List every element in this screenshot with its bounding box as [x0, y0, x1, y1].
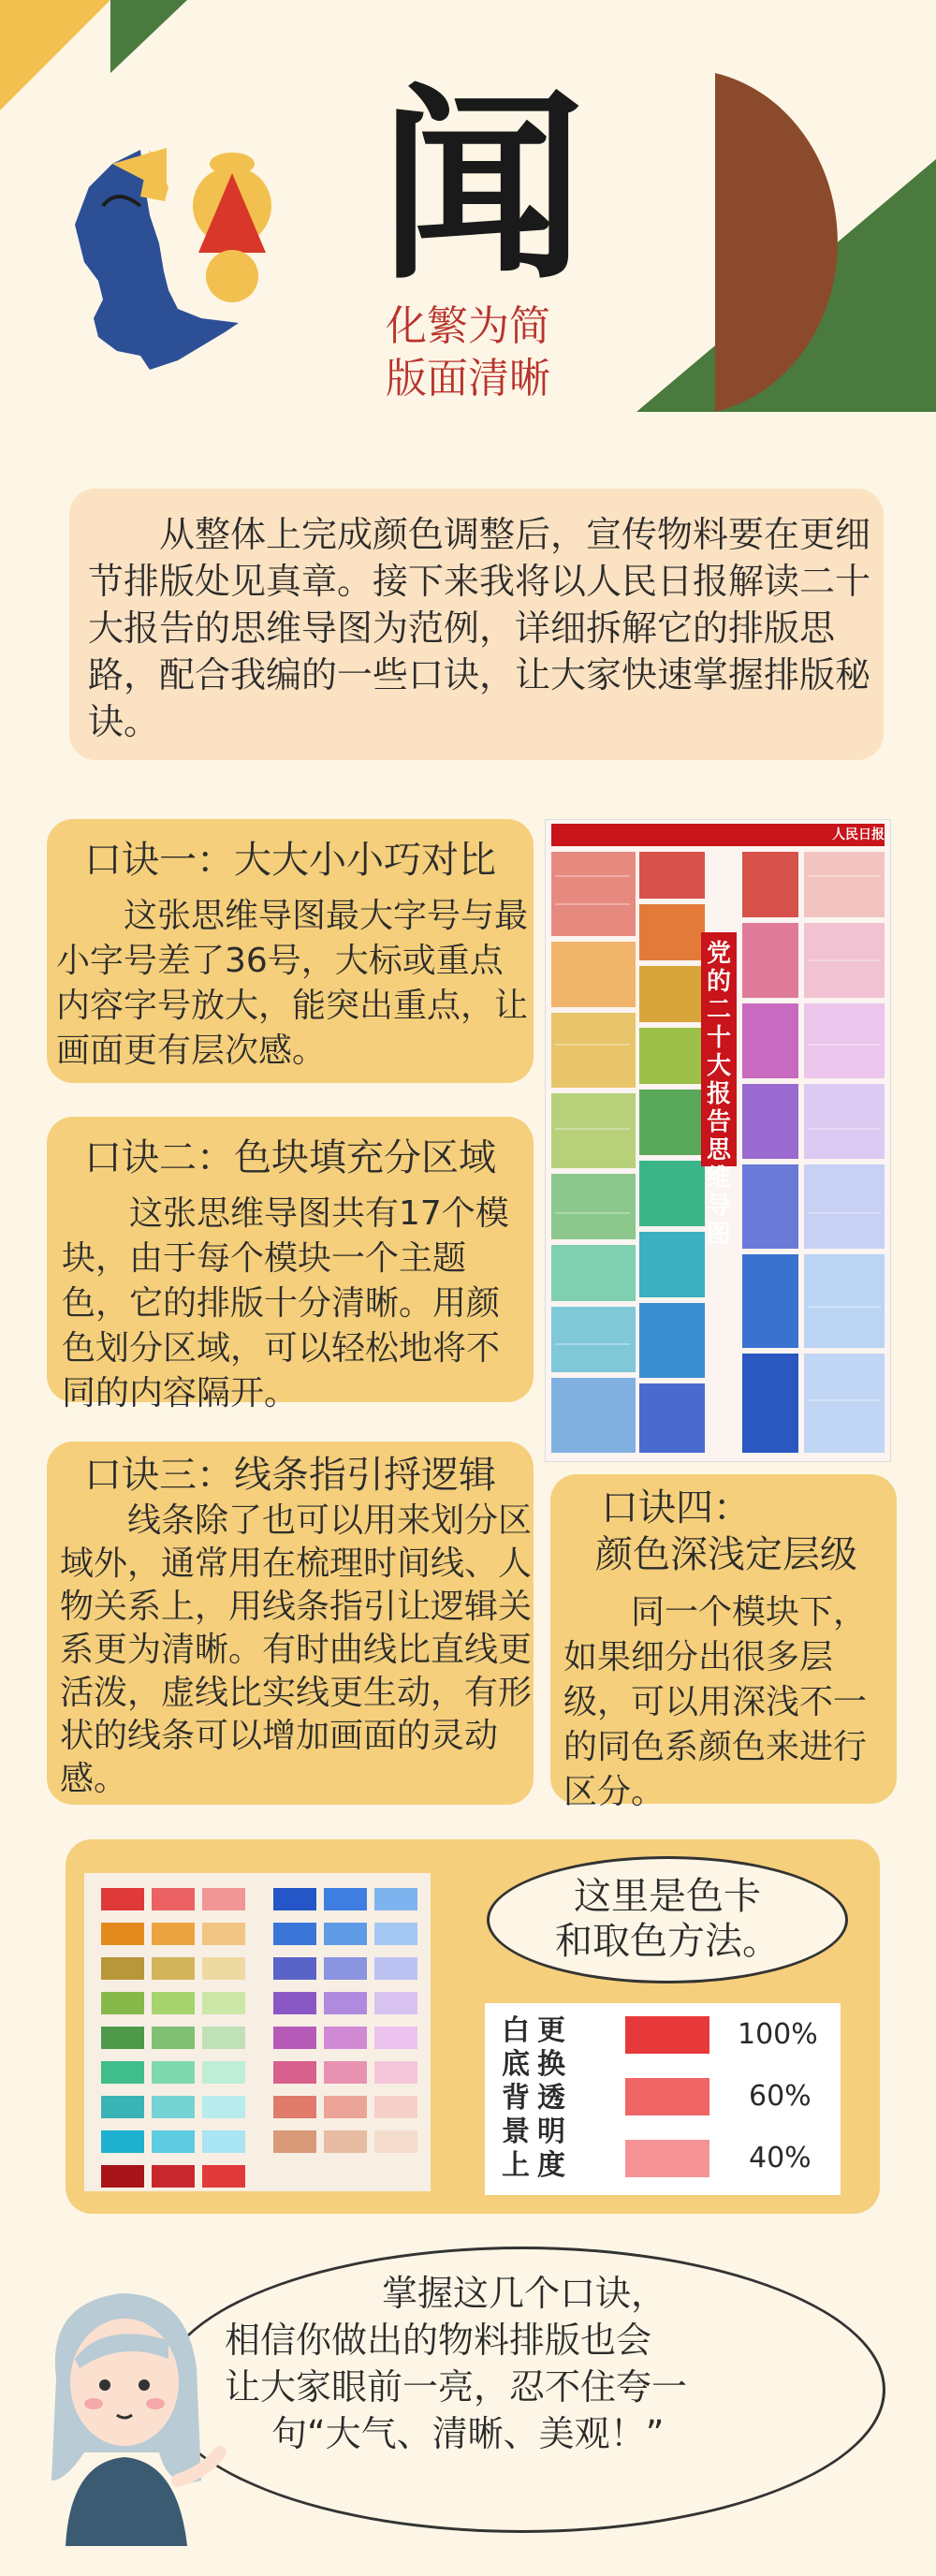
color-swatch-left-7-0	[101, 2130, 144, 2153]
color-swatch-left-4-0	[101, 2027, 144, 2049]
tip-3-title: 口诀三：线条指引捋逻辑	[84, 1454, 496, 1497]
green-corner-triangle	[110, 0, 187, 73]
color-swatch-right-6-0	[273, 2096, 316, 2118]
color-swatch-left-5-1	[152, 2061, 195, 2084]
tip-1-body: 这张思维导图最大字号与最小字号差了36号，大标或重点内容字号放大，能突出重点，让画面更有层次感。	[56, 897, 529, 1070]
color-swatch-right-3-2	[374, 1992, 417, 2014]
color-swatch-right-1-0	[273, 1923, 316, 1945]
intro-box	[69, 489, 884, 760]
color-swatch-right-1-2	[374, 1923, 417, 1945]
color-swatch-right-0-0	[273, 1888, 316, 1910]
subtitle-line-1: 化繁为简	[386, 302, 550, 350]
method-column-1: 白底背景上	[502, 2014, 530, 2182]
color-swatch-left-6-2	[202, 2096, 245, 2118]
level-swatch-100	[625, 2016, 709, 2054]
tip-2-body: 这张思维导图共有17个模块，由于每个模块一个主题色，它的排版十分清晰。用颜色划分区域，可以轻松地将不同的内容隔开。	[62, 1194, 509, 1412]
color-swatch-left-3-2	[202, 1992, 245, 2014]
level-label-60: 60%	[749, 2080, 812, 2113]
color-swatch-right-6-1	[324, 2096, 367, 2118]
closing-line-1: 掌握这几个口诀，	[381, 2273, 666, 2314]
color-swatch-right-4-1	[324, 2027, 367, 2049]
mindmap-center-title: 党的二十大报告思维导图	[706, 940, 731, 1249]
color-swatch-left-6-1	[152, 2096, 195, 2118]
opacity-method-panel	[485, 2003, 841, 2195]
color-swatch-left-1-0	[101, 1923, 144, 1945]
color-swatch-right-3-0	[273, 1992, 316, 2014]
color-swatch-left-6-0	[101, 2096, 144, 2118]
color-swatch-left-1-2	[202, 1923, 245, 1945]
tip-4-title-line-1: 口诀四：	[601, 1486, 751, 1530]
color-swatch-left-2-2	[202, 1957, 245, 1980]
left-blush	[84, 2398, 103, 2409]
color-swatch-left-0-1	[152, 1888, 195, 1910]
big-character: 闻	[378, 67, 585, 307]
color-swatch-left-5-2	[202, 2061, 245, 2084]
tip-4-body: 同一个模块下，如果细分出很多层级，可以用深浅不一的同色系颜色来进行区分。	[563, 1593, 868, 1811]
color-swatch-right-6-2	[374, 2096, 417, 2118]
color-swatch-right-5-2	[374, 2061, 417, 2084]
closing-line-2: 相信你做出的物料排版也会	[225, 2320, 652, 2361]
yellow-corner-triangle	[0, 0, 110, 110]
right-blush	[146, 2398, 165, 2409]
color-swatch-left-4-2	[202, 2027, 245, 2049]
tower-base-circle	[206, 250, 258, 302]
color-swatch-left-1-1	[152, 1923, 195, 1945]
color-swatch-right-5-0	[273, 2061, 316, 2084]
level-label-100: 100%	[738, 2018, 818, 2051]
color-swatch-left-8-2	[202, 2165, 245, 2188]
color-swatch-left-3-1	[152, 1992, 195, 2014]
color-swatch-left-3-0	[101, 1992, 144, 2014]
color-swatch-left-2-0	[101, 1957, 144, 1980]
tip-2-title: 口诀二：色块填充分区域	[84, 1136, 496, 1179]
tip-1-card	[47, 819, 534, 1083]
color-swatch-right-5-1	[324, 2061, 367, 2084]
color-swatch-left-2-1	[152, 1957, 195, 1980]
color-swatch-right-2-0	[273, 1957, 316, 1980]
color-swatch-right-0-2	[374, 1888, 417, 1910]
tip-1-title: 口诀一：大大小小巧对比	[84, 839, 496, 882]
bubble-line-1: 这里是色卡	[574, 1875, 761, 1918]
color-swatch-left-8-0	[101, 2165, 144, 2188]
bubble-line-2: 和取色方法。	[555, 1920, 780, 1963]
closing-line-4: 句“大气、清晰、美观！”	[271, 2413, 665, 2454]
color-swatch-left-7-2	[202, 2130, 245, 2153]
level-label-40: 40%	[749, 2142, 812, 2174]
color-swatch-right-1-1	[324, 1923, 367, 1945]
color-swatch-left-5-0	[101, 2061, 144, 2084]
right-eye	[139, 2379, 150, 2391]
color-swatch-right-3-1	[324, 1992, 367, 2014]
color-swatch-right-2-2	[374, 1957, 417, 1980]
girl-illustration	[28, 2265, 234, 2546]
tip-3-body: 线条除了也可以用来划分区域外，通常用在梳理时间线、人物关系上，用线条指引让逻辑关系更为清晰。有时曲线比直线更活泼，虚线比实线更生动，有形状的线条可以增加画面的灵动感。	[60, 1501, 533, 1798]
tip-3-card	[47, 1442, 534, 1805]
tip-4-card	[550, 1474, 897, 1811]
color-swatch-left-0-2	[202, 1888, 245, 1910]
mindmap-image	[545, 819, 891, 1462]
left-eye	[99, 2379, 110, 2391]
color-swatch-left-7-1	[152, 2130, 195, 2153]
color-swatch-left-8-1	[152, 2165, 195, 2188]
color-swatch-right-2-1	[324, 1957, 367, 1980]
color-swatch-right-0-1	[324, 1888, 367, 1910]
color-swatch-right-4-2	[374, 2027, 417, 2049]
color-swatch-right-7-2	[374, 2130, 417, 2153]
color-swatch-right-7-1	[324, 2130, 367, 2153]
color-swatch-left-4-1	[152, 2027, 195, 2049]
level-swatch-60	[625, 2078, 709, 2115]
palette-speech-bubble	[487, 1856, 848, 1983]
color-swatch-right-4-0	[273, 2027, 316, 2049]
color-swatch-left-0-0	[101, 1888, 144, 1910]
closing-line-3: 让大家眼前一亮，忍不住夸一	[225, 2366, 688, 2408]
mindmap-corner-label: 人民日报	[832, 827, 885, 842]
palette-card	[66, 1839, 880, 2214]
subtitle-line-2: 版面清晰	[386, 355, 550, 402]
tip-2-card	[47, 1117, 534, 1412]
intro-text: 从整体上完成颜色调整后，宣传物料要在更细节排版处见真章。接下来我将以人民日报解读二十大报告的思维导图为范例，详细拆解它的排版思路，配合我编的一些口诀，让大家快速掌握排版秘诀。	[88, 514, 871, 742]
method-column-2: 更换透明度	[537, 2014, 565, 2182]
level-swatch-40	[625, 2140, 709, 2177]
color-swatch-right-7-0	[273, 2130, 316, 2153]
tip-4-title-line-2: 颜色深浅定层级	[595, 1533, 857, 1576]
